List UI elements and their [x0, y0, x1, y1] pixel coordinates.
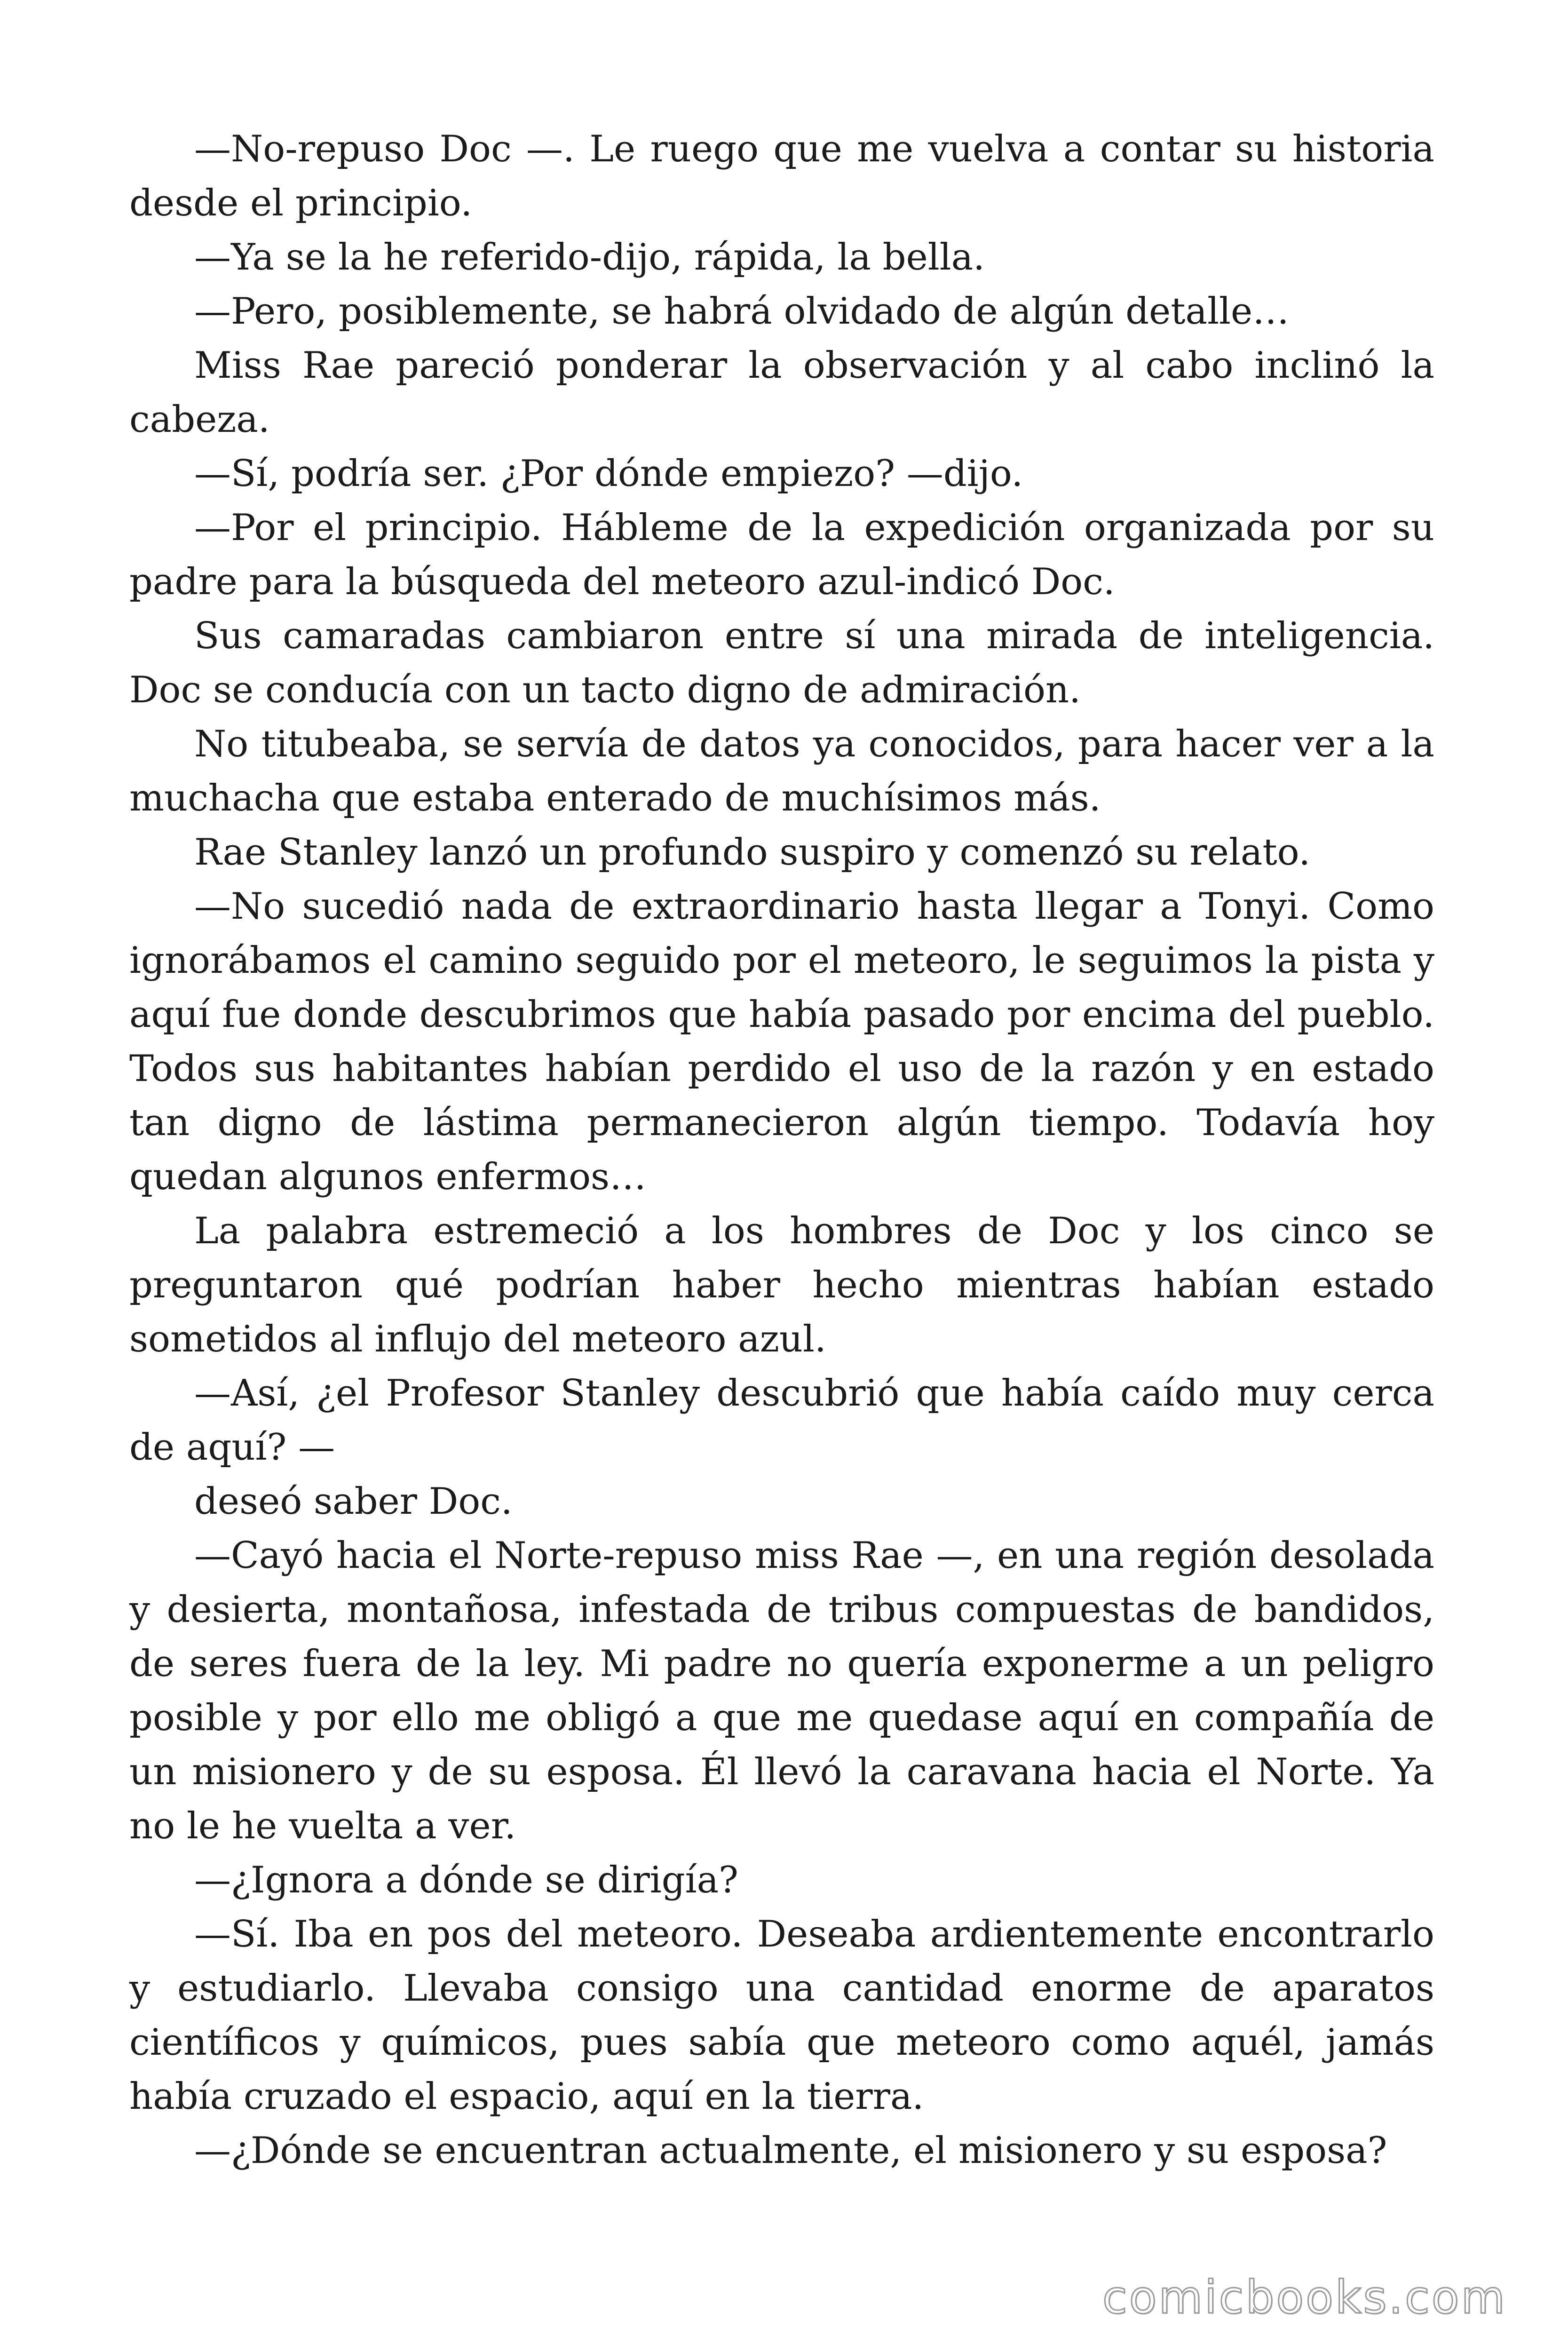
paragraph: —Sí. Iba en pos del meteoro. Deseaba ardientemente encontrarlo y estudiarlo. Llevaba consigo una cantidad enorme de aparatos científicos y químicos, pues sabía que meteoro como aquél, jamás había cruzado el espacio, aquí en la tierra. — [129, 1913, 1434, 2118]
paragraph: —Ya se la he referido-dijo, rápida, la bella. — [194, 236, 985, 278]
paragraph: Miss Rae pareció ponderar la observación y al cabo inclinó la cabeza. — [129, 344, 1434, 441]
paragraph: No titubeaba, se servía de datos ya conocidos, para hacer ver a la muchacha que estaba enterado de muchísimos más. — [129, 723, 1434, 819]
paragraph: La palabra estremeció a los hombres de Doc y los cinco se preguntaron qué podrían haber hecho mientras habían estado sometidos al influjo del meteoro azul. — [129, 1210, 1434, 1360]
paragraph: —Cayó hacia el Norte-repuso miss Rae —, en una región desolada y desierta, montañosa, infestada de tribus compuestas de bandidos, de seres fuera de la ley. Mi padre no quería exponerme a un peligro posible y por ello me obligó a que me quedase aquí en compañía de un misionero y de su esposa. Él llevó la caravana hacia el Norte. Ya no le he vuelta a ver. — [129, 1534, 1434, 1847]
page-text — [129, 122, 1434, 2178]
paragraph: —No sucedió nada de extraordinario hasta llegar a Tonyi. Como ignorábamos el camino seguido por el meteoro, le seguimos la pista y aquí fue donde descubrimos que había pasado por encima del pueblo. Todos sus habitantes habían perdido el uso de la razón y en estado tan digno de lástima permanecieron algún tiempo. Todavía hoy quedan algunos enfermos… — [129, 885, 1434, 1198]
watermark: comicbooks.com — [1102, 2271, 1507, 2324]
paragraph: —¿Ignora a dónde se dirigía? — [194, 1859, 738, 1901]
paragraph: —Por el principio. Hábleme de la expedición organizada por su padre para la búsqueda del meteoro azul-indicó Doc. — [129, 507, 1434, 603]
paragraph: Rae Stanley lanzó un profundo suspiro y comenzó su relato. — [194, 831, 1311, 874]
paragraph: —No-repuso Doc —. Le ruego que me vuelva a contar su historia desde el principio. — [129, 128, 1434, 224]
paragraph: —Sí, podría ser. ¿Por dónde empiezo? —dijo. — [194, 453, 1023, 495]
paragraph: Sus camaradas cambiaron entre sí una mirada de inteligencia. Doc se conducía con un tacto digno de admiración. — [129, 615, 1434, 711]
paragraph: —Así, ¿el Profesor Stanley descubrió que había caído muy cerca de aquí? — — [129, 1372, 1434, 1469]
paragraph: —¿Dónde se encuentran actualmente, el misionero y su esposa? — [194, 2130, 1387, 2172]
paragraph: deseó saber Doc. — [194, 1480, 513, 1523]
paragraph: —Pero, posiblemente, se habrá olvidado de algún detalle… — [194, 290, 1290, 333]
